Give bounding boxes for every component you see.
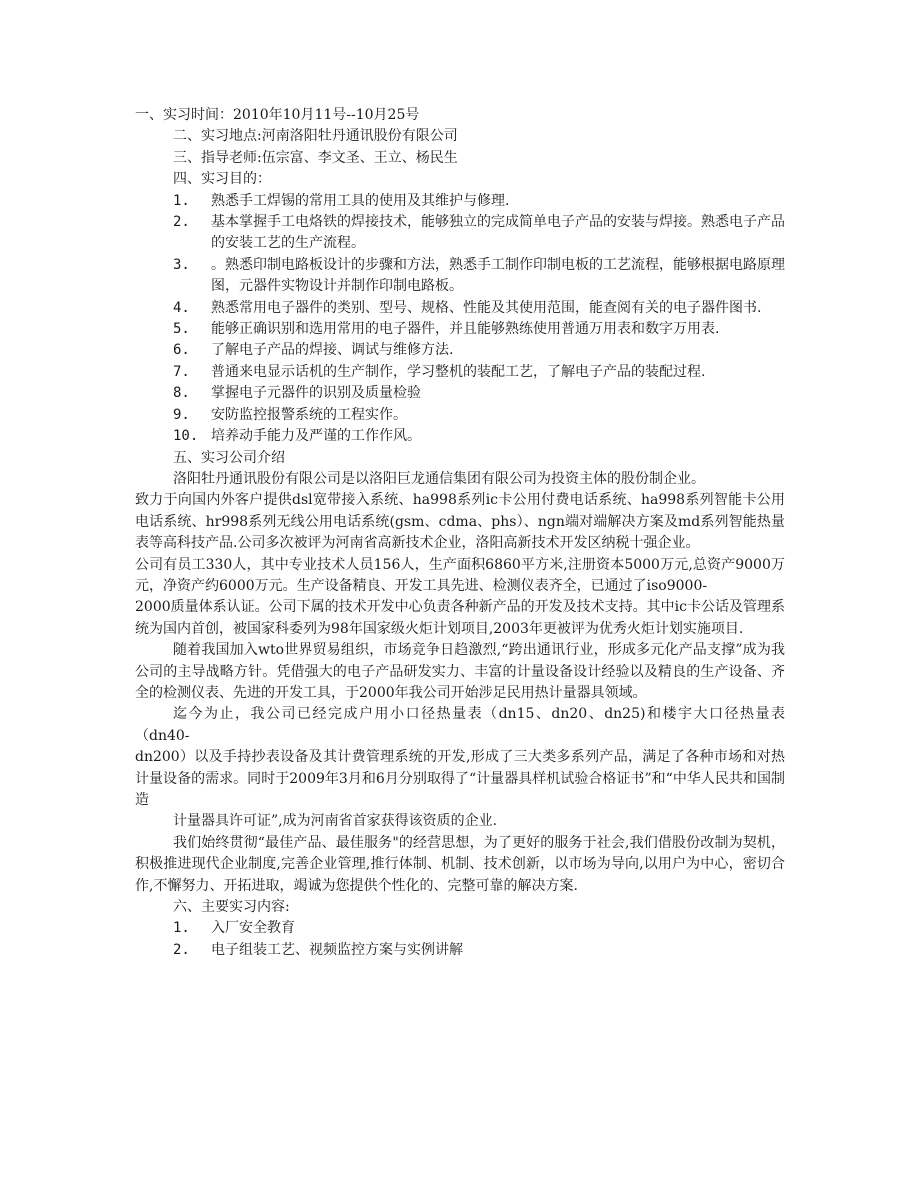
list-item bbox=[135, 940, 785, 961]
list-item-text: 熟悉手工焊锡的常用工具的使用及其维护与修理. bbox=[211, 192, 510, 209]
list-item bbox=[135, 405, 785, 426]
list-item-number: 9. bbox=[173, 406, 190, 423]
list-item-number: 1. bbox=[173, 192, 190, 209]
list-item-text: 电子组装工艺、视频监控方案与实例讲解 bbox=[211, 941, 463, 958]
company-paragraph-intro-first-line: 洛阳牡丹通讯股份有限公司是以洛阳巨龙通信集团有限公司为投资主体的股份制企业。 bbox=[173, 470, 705, 487]
company-paragraph-intro: 致力于向国内外客户提供dsl宽带接入系统、ha998系列ic卡公用付费电话系统、ha998系列智能卡公用电话系统、hr998系列无线公用电话系统(gsm、cdma、phs）、ngn端对端解决方案及md系列智能热量表等高科技产品.公司多次被评为河南省高新技术企业，洛阳高新技术开发区纳税十强企业。 bbox=[135, 492, 785, 552]
list-item bbox=[135, 191, 785, 212]
list-item-text: 了解电子产品的焊接、调试与维修方法. bbox=[211, 342, 454, 359]
company-paragraph-strategy: 随着我国加入wto世界贸易组织，市场竞争日趋激烈,“跨出通讯行业，形成多元化产品支撑”成为我公司的主导战略方针。凭借强大的电子产品研发实力、丰富的计量设备设计经验以及精良的生产设备、齐全的检测仪表、先进的开发工具，于2000年我公司开始涉足民用热计量器具领域。 bbox=[135, 642, 785, 701]
list-item-text: 入厂安全教育 bbox=[211, 920, 295, 937]
list-item bbox=[135, 212, 785, 255]
company-paragraph-license: 计量器具许可证”,成为河南省首家获得该资质的企业. bbox=[173, 813, 498, 830]
list-item-number: 8. bbox=[173, 385, 190, 402]
list-item-number: 6. bbox=[173, 342, 190, 359]
list-item bbox=[135, 918, 785, 939]
list-item-number: 2. bbox=[173, 214, 190, 231]
section-heading-instructors: 三、指导老师:伍宗富、李文圣、王立、杨民生 bbox=[173, 149, 458, 166]
section-heading-content: 六、主要实习内容: bbox=[173, 899, 290, 916]
company-paragraph-certification: 2000质量体系认证。公司下属的技术开发中心负责各种新产品的开发及技术支持。其中ic卡公话及管理系统为国内首创，被国家科委列为98年国家级火炬计划项目,2003年更被评为优秀火炬计划实施项目. bbox=[135, 599, 785, 637]
goals-list bbox=[135, 191, 785, 448]
company-paragraph-products-cont: dn200）以及手持抄表设备及其计费管理系统的开发,形成了三大类多系列产品，满足了各种市场和对热计量设备的需求。同时于2009年3月和6月分别取得了“计量器具样机试验合格证书”和“中华人民共和国制造 bbox=[135, 749, 785, 808]
list-item-number: 2. bbox=[173, 941, 190, 958]
list-item-number: 7. bbox=[173, 363, 190, 380]
list-item bbox=[135, 298, 785, 319]
section-heading-time: 一、实习时间：2010年10月11号--10月25号 bbox=[135, 107, 420, 123]
section-heading-goals: 四、实习目的： bbox=[173, 171, 271, 188]
list-item-text: 能够正确识别和选用常用的电子器件，并且能够熟练使用普通万用表和数字万用表. bbox=[211, 321, 720, 338]
list-item-text: 掌握电子元器件的识别及质量检验 bbox=[211, 385, 421, 402]
list-item-text: 熟悉常用电子器件的类别、型号、规格、性能及其使用范围，能查阅有关的电子器件图书. bbox=[211, 299, 762, 316]
list-item-number: 3. bbox=[173, 256, 190, 273]
section-heading-company: 五、实习公司介绍 bbox=[173, 449, 285, 466]
list-item-text: 基本掌握手工电烙铁的焊接技术，能够独立的完成简单电子产品的安装与焊接。熟悉电子产品的安装工艺的生产流程。 bbox=[211, 214, 785, 252]
company-paragraph-products: 迄今为止，我公司已经完成户用小口径热量表（dn15、dn20、dn25)和楼宇大口径热量表（dn40- bbox=[135, 706, 785, 744]
list-item bbox=[135, 426, 785, 447]
list-item-number: 5. bbox=[173, 321, 190, 338]
document-body bbox=[135, 105, 785, 961]
list-item bbox=[135, 319, 785, 340]
content-list bbox=[135, 918, 785, 961]
list-item bbox=[135, 340, 785, 361]
company-paragraph-philosophy: 我们始终贯彻“最佳产品、最佳服务"的经营思想，为了更好的服务于社会,我们借股份改制为契机，积极推进现代企业制度,完善企业管理,推行体制、机制、技术创新，以市场为导向,以用户为中心，密切合作,不懈努力、开拓进取，竭诚为您提供个性化的、完整可靠的解决方案. bbox=[135, 834, 785, 894]
section-heading-location: 二、实习地点:河南洛阳牡丹通讯股份有限公司 bbox=[173, 128, 458, 145]
list-item-text: 培养动手能力及严谨的工作作风。 bbox=[211, 428, 421, 445]
list-item bbox=[135, 255, 785, 298]
list-item-text: 安防监控报警系统的工程实作。 bbox=[211, 406, 407, 423]
list-item-number: 4. bbox=[173, 299, 190, 316]
list-item-number: 1. bbox=[173, 920, 190, 937]
list-item-text: 普通来电显示话机的生产制作，学习整机的装配工艺，了解电子产品的装配过程. bbox=[211, 363, 706, 380]
list-item-text: 。熟悉印制电路板设计的步骤和方法，熟悉手工制作印制电板的工艺流程，能够根据电路原理图，元器件实物设计并制作印制电路板。 bbox=[211, 256, 785, 295]
list-item bbox=[135, 362, 785, 383]
company-paragraph-staff: 公司有员工330人，其中专业技术人员156人，生产面积6860平方米,注册资本5000万元,总资产9000万元，净资产约6000万元。生产设备精良、开发工具先进、检测仪表齐全，已通过了iso9000- bbox=[135, 556, 785, 594]
list-item-number: 10. bbox=[173, 428, 199, 445]
list-item bbox=[135, 383, 785, 404]
